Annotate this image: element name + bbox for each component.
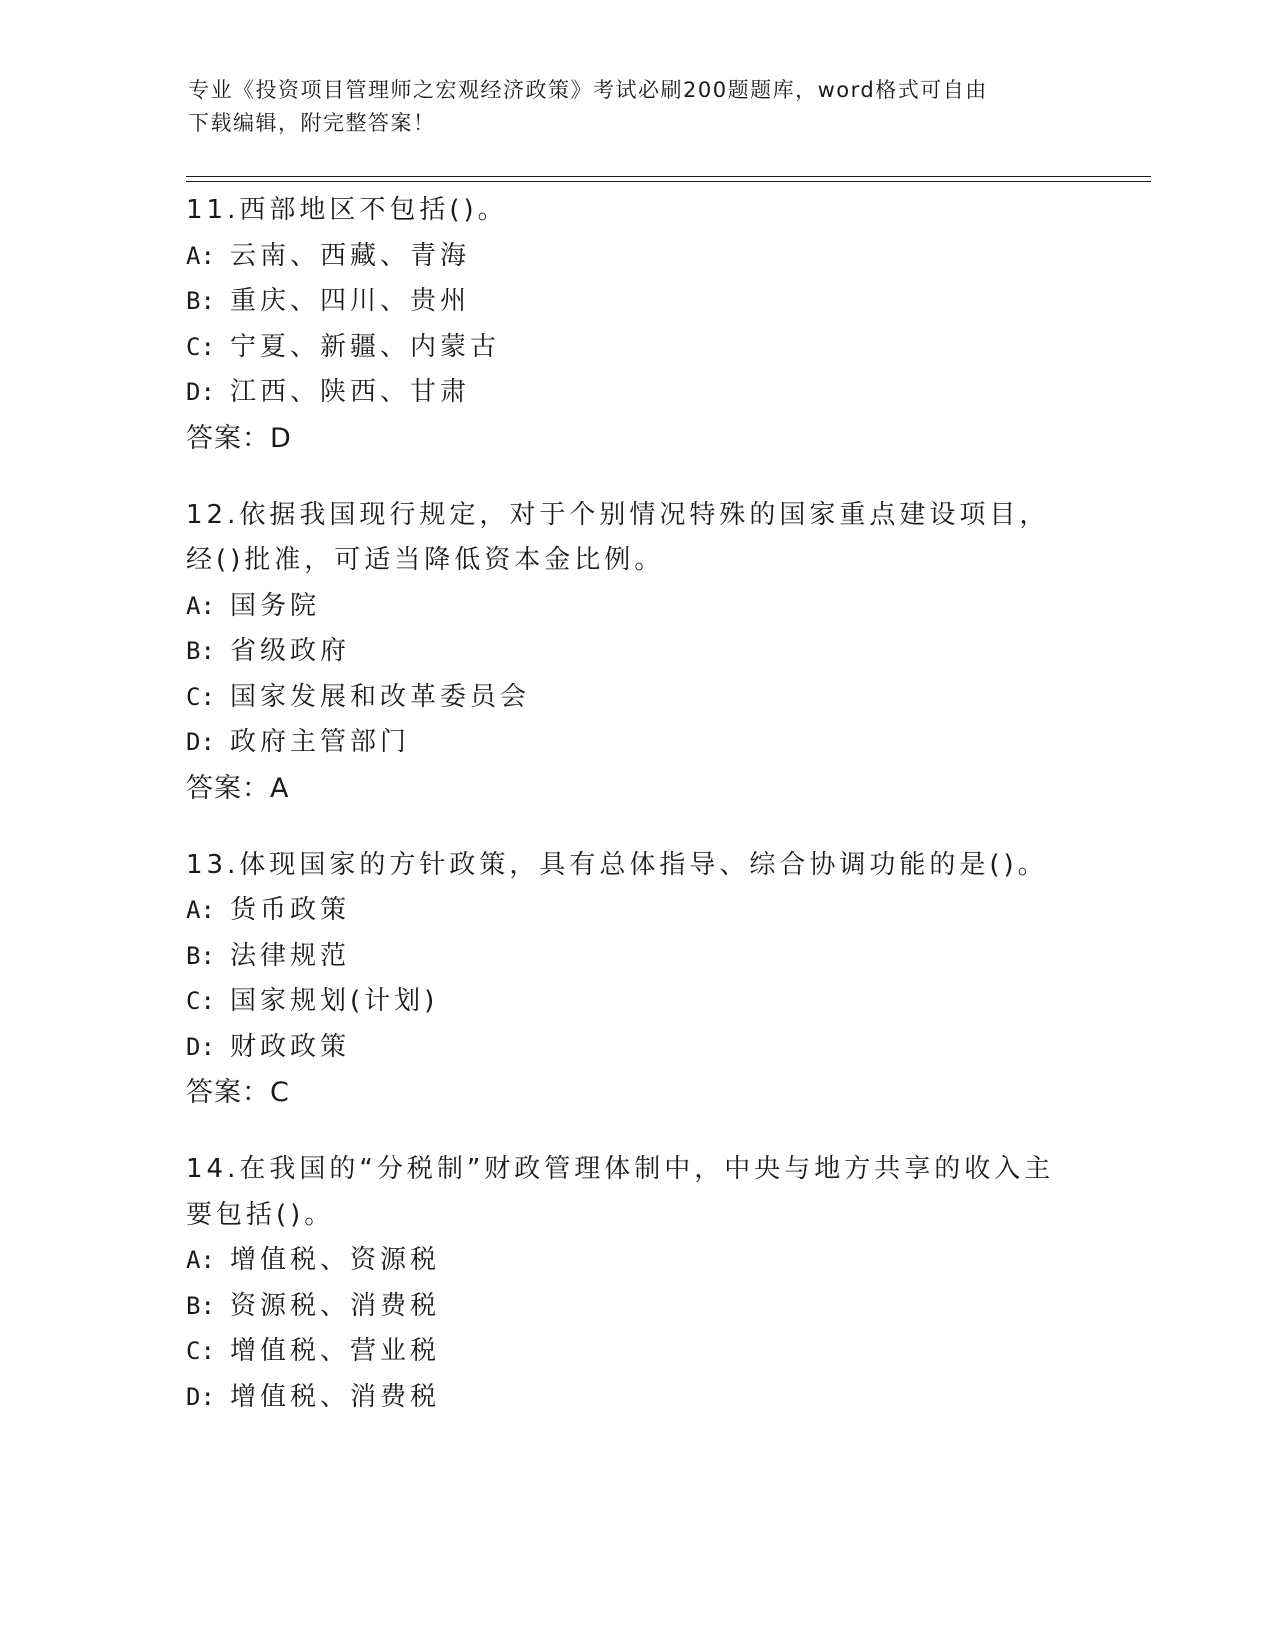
option-key: C:	[186, 987, 215, 1015]
option-d	[186, 1025, 1086, 1071]
question-stem: 12.依据我国现行规定，对于个别情况特殊的国家重点建设项目，经()批准，可适当降低资本金比例。	[186, 499, 1050, 575]
document-header	[188, 74, 1088, 140]
header-divider-bottom	[186, 181, 1151, 182]
option-b	[186, 1284, 1086, 1330]
option-d	[186, 1375, 1086, 1421]
question-stem: 13.体现国家的方针政策，具有总体指导、综合协调功能的是()。	[186, 849, 1048, 880]
option-key: B:	[186, 287, 215, 315]
option-key: B:	[186, 941, 215, 970]
option-key: B:	[186, 1291, 215, 1320]
option-text: 云南、西藏、青海	[230, 240, 471, 271]
question-13	[186, 843, 1086, 1116]
option-b	[186, 279, 1086, 325]
header-divider-top	[186, 176, 1151, 177]
option-key: D:	[186, 728, 215, 756]
option-c	[186, 325, 1086, 371]
option-key: A:	[186, 1246, 215, 1274]
option-text: 增值税、营业税	[230, 1336, 441, 1366]
option-text: 法律规范	[230, 940, 351, 971]
option-key: B:	[186, 637, 215, 665]
answer-line: 答案：A	[186, 772, 290, 804]
option-b	[186, 629, 1086, 675]
question-stem: 11.西部地区不包括()。	[186, 195, 508, 225]
option-text: 政府主管部门	[230, 727, 411, 757]
option-c	[186, 979, 1086, 1025]
option-text: 省级政府	[230, 636, 351, 666]
option-text: 宁夏、新疆、内蒙古	[230, 331, 501, 362]
question-14	[186, 1147, 1086, 1420]
option-text: 国家发展和改革委员会	[230, 681, 531, 712]
option-text: 国家规划(计划)	[230, 986, 439, 1016]
option-key: C:	[186, 332, 215, 361]
option-a	[186, 888, 1086, 934]
option-c	[186, 675, 1086, 721]
option-text: 增值税、资源税	[230, 1245, 441, 1275]
header-line-2: 下载编辑，附完整答案！	[188, 111, 436, 135]
header-line-1: 专业《投资项目管理师之宏观经济政策》考试必刷200题题库，word格式可自由	[188, 78, 988, 102]
question-list	[186, 188, 1086, 1452]
option-key: A:	[186, 896, 215, 924]
answer-line: 答案：C	[186, 1077, 290, 1108]
option-a	[186, 584, 1086, 630]
question-stem: 14.在我国的“分税制”财政管理体制中，中央与地方共享的收入主要包括()。	[186, 1154, 1055, 1230]
option-text: 货币政策	[230, 895, 351, 925]
option-a	[186, 234, 1086, 280]
option-key: C:	[186, 1337, 215, 1365]
option-key: D:	[186, 1382, 215, 1411]
question-12	[186, 493, 1086, 811]
answer-line: 答案：D	[186, 422, 292, 454]
option-d	[186, 720, 1086, 766]
option-key: D:	[186, 378, 215, 406]
option-c	[186, 1329, 1086, 1375]
option-key: A:	[186, 591, 215, 620]
option-d	[186, 370, 1086, 416]
option-text: 国务院	[230, 590, 321, 621]
question-11	[186, 188, 1086, 461]
option-key: D:	[186, 1032, 215, 1061]
option-key: C:	[186, 682, 215, 711]
option-text: 增值税、消费税	[230, 1381, 441, 1412]
option-text: 江西、陕西、甘肃	[230, 377, 471, 407]
option-b	[186, 934, 1086, 980]
option-text: 重庆、四川、贵州	[230, 286, 471, 316]
option-key: A:	[186, 241, 215, 270]
option-text: 财政政策	[230, 1031, 351, 1062]
option-text: 资源税、消费税	[230, 1290, 441, 1321]
option-a	[186, 1238, 1086, 1284]
